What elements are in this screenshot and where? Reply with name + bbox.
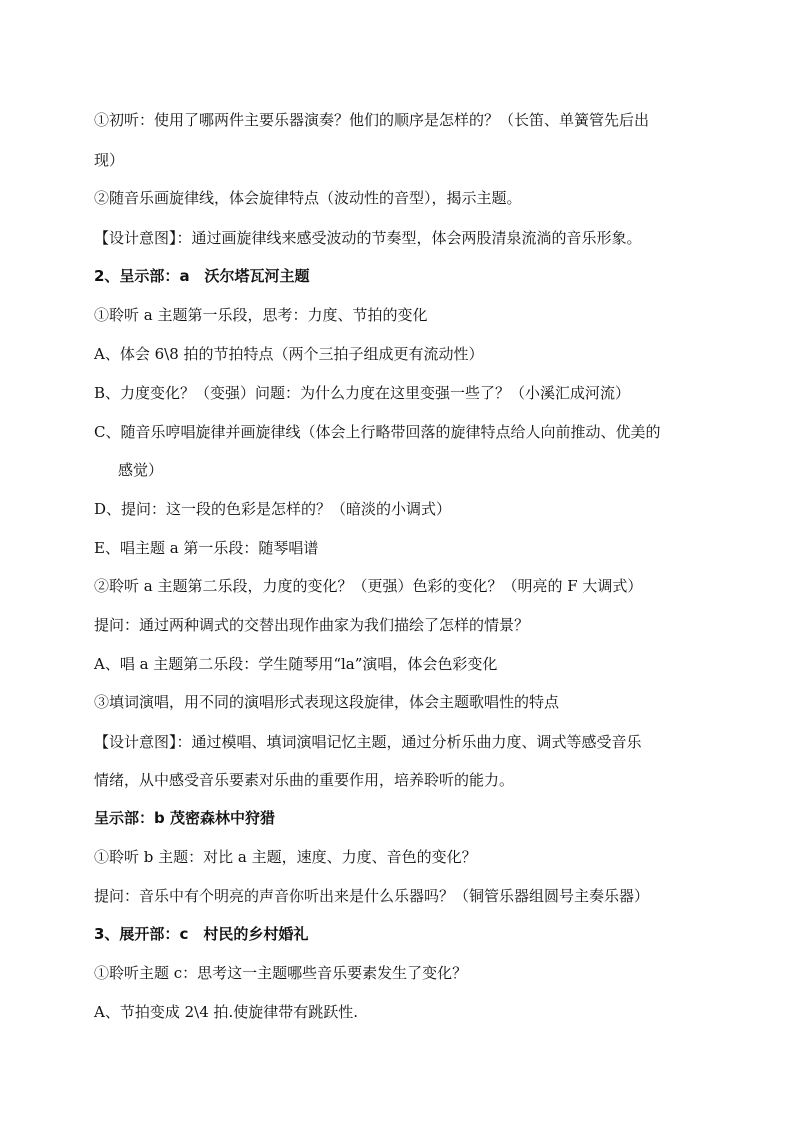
- item-a-meter: A、体会 6\8 拍的节拍特点（两个三拍子组成更有流动性）: [94, 345, 484, 363]
- item-b-dynamics: B、力度变化？（变强）问题：为什么力度在这里变强一些了？（小溪汇成河流）: [94, 384, 631, 402]
- item-a-meter-change: A、节拍变成 2\4 拍.使旋律带有跳跃性.: [94, 1003, 359, 1021]
- section-heading-exposition-a: 2、呈示部：a 沃尔塔瓦河主题: [94, 267, 310, 285]
- section-heading-exposition-b: 呈示部：b 茂密森林中狩猎: [94, 809, 275, 827]
- question-first-listen-cont: 现）: [94, 151, 125, 169]
- fill-lyrics-singing: ③填词演唱，用不同的演唱形式表现这段旋律，体会主题歌唱性的特点: [94, 693, 560, 711]
- question-first-listen: ①初听：使用了哪两件主要乐器演奏？他们的顺序是怎样的？（长笛、单簧管先后出: [94, 111, 650, 129]
- item-c-hum-melody: C、随音乐哼唱旋律并画旋律线（体会上行略带回落的旋律特点给人向前推动、优美的: [94, 423, 661, 441]
- item-d-color: D、提问：这一段的色彩是怎样的？（暗淡的小调式）: [94, 500, 452, 518]
- listen-c-theme: ①聆听主题 c：思考这一主题哪些音乐要素发生了变化？: [94, 964, 468, 982]
- listen-b-theme: ①聆听 b 主题：对比 a 主题，速度、力度、音色的变化？: [94, 848, 477, 866]
- design-intent-2-cont: 情绪，从中感受音乐要素对乐曲的重要作用，培养聆听的能力。: [94, 771, 515, 789]
- section-heading-development-c: 3、展开部：c 村民的乡村婚礼: [94, 925, 309, 943]
- draw-melody-line: ②随音乐画旋律线，体会旋律特点（波动性的音型），揭示主题。: [94, 189, 522, 207]
- item-a-sing-second-phrase: A、唱 a 主题第二乐段：学生随琴用“la”演唱，体会色彩变化: [94, 655, 498, 673]
- question-bright-instrument: 提问：音乐中有个明亮的声音你听出来是什么乐器吗？（铜管乐器组圆号主奏乐器）: [94, 887, 650, 905]
- design-intent-2: 【设计意图】：通过模唱、填词演唱记忆主题，通过分析乐曲力度、调式等感受音乐: [94, 733, 642, 751]
- question-two-modes: 提问：通过两种调式的交替出现作曲家为我们描绘了怎样的情景？: [94, 616, 530, 634]
- item-c-hum-melody-cont: 感觉）: [118, 461, 164, 479]
- design-intent-1: 【设计意图】：通过画旋律线来感受波动的节奏型，体会两股清泉流淌的音乐形象。: [94, 229, 642, 247]
- listen-a-first-phrase: ①聆听 a 主题第一乐段，思考：力度、节拍的变化: [94, 306, 428, 324]
- listen-a-second-phrase: ②聆听 a 主题第二乐段，力度的变化？（更强）色彩的变化？（明亮的 F 大调式）: [94, 577, 643, 595]
- item-e-sing-theme: E、唱主题 a 第一乐段：随琴唱谱: [94, 539, 319, 557]
